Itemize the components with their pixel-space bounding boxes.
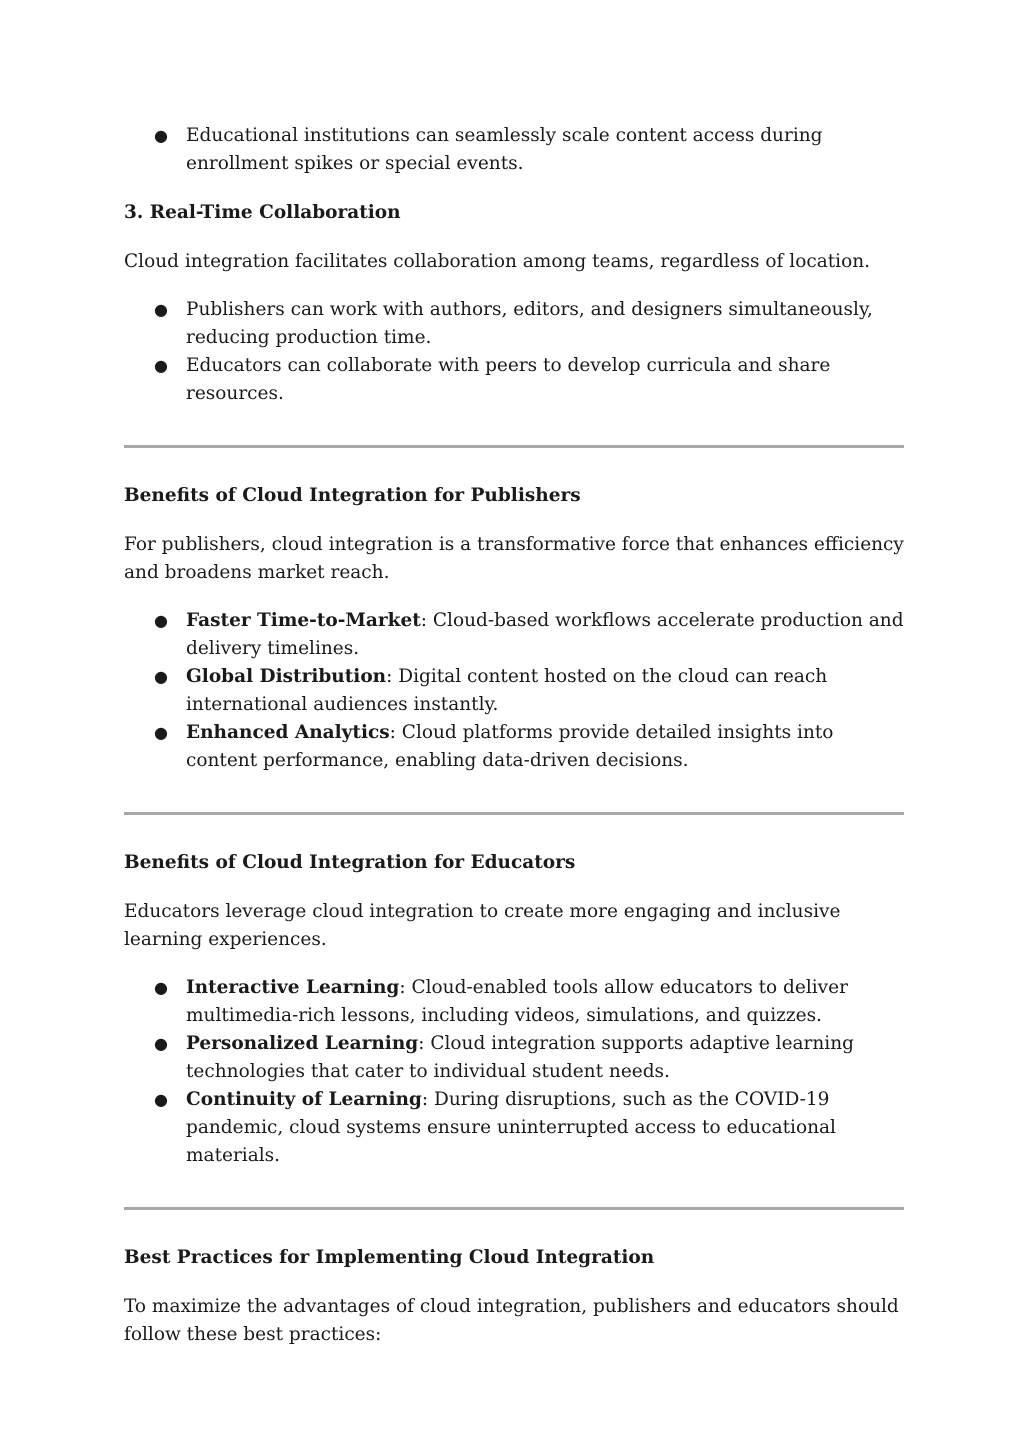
bullet-icon: ● <box>154 1034 168 1053</box>
list-item-term: Faster Time-to-Market <box>186 610 421 631</box>
bullet-icon: ● <box>154 667 168 686</box>
list-item-text: Educators can collaborate with peers to develop curricula and share resources. <box>186 355 831 404</box>
list-item <box>124 607 904 663</box>
section-heading-best-practices: Best Practices for Implementing Cloud Integration <box>124 1247 655 1268</box>
list-item-term: Personalized Learning <box>186 1033 419 1054</box>
list-item <box>124 663 904 719</box>
list-item-text: : Cloud platforms provide detailed insights into content performance, enabling data-driven decisions. <box>186 722 834 771</box>
best-practices-paragraph: To maximize the advantages of cloud integration, publishers and educators should follow these best practices: <box>124 1296 899 1345</box>
bullet-icon: ● <box>154 126 168 145</box>
list-item-text: : Cloud integration supports adaptive learning technologies that cater to individual student needs. <box>186 1033 854 1082</box>
bullet-icon: ● <box>154 723 168 742</box>
bullet-icon: ● <box>154 356 168 375</box>
publishers-paragraph: For publishers, cloud integration is a transformative force that enhances efficiency and broadens market reach. <box>124 534 904 583</box>
bullet-icon: ● <box>154 1090 168 1109</box>
bullet-icon: ● <box>154 978 168 997</box>
list-item <box>124 296 904 352</box>
section-heading-collaboration: 3. Real-Time Collaboration <box>124 202 401 223</box>
bullet-icon: ● <box>154 611 168 630</box>
list-item <box>124 974 904 1030</box>
list-item-term: Enhanced Analytics <box>186 722 390 743</box>
list-item-text: : Digital content hosted on the cloud can reach international audiences instantly. <box>186 666 828 715</box>
list-item <box>124 1030 904 1086</box>
list-item-term: Global Distribution <box>186 666 387 687</box>
list-item-term: Interactive Learning <box>186 977 400 998</box>
list-item-text: Publishers can work with authors, editors, and designers simultaneously, reducing production time. <box>186 299 873 348</box>
section-heading-publishers: Benefits of Cloud Integration for Publishers <box>124 485 581 506</box>
bullet-icon: ● <box>154 300 168 319</box>
list-item-text: : Cloud-based workflows accelerate production and delivery timelines. <box>186 610 904 659</box>
list-item-term: Continuity of Learning <box>186 1089 422 1110</box>
section-heading-educators: Benefits of Cloud Integration for Educators <box>124 852 576 873</box>
collaboration-bullet-list <box>124 296 904 408</box>
list-item-text: Educational institutions can seamlessly scale content access during enrollment spikes or special events. <box>186 125 823 174</box>
list-item <box>124 719 904 775</box>
list-item-text: : During disruptions, such as the COVID-19 pandemic, cloud systems ensure uninterrupted access to educational materials. <box>186 1089 836 1166</box>
list-item <box>124 352 904 408</box>
list-item <box>124 1086 904 1170</box>
intro-bullet-list <box>124 122 904 178</box>
educators-paragraph: Educators leverage cloud integration to create more engaging and inclusive learning experiences. <box>124 901 841 950</box>
collaboration-paragraph: Cloud integration facilitates collaboration among teams, regardless of location. <box>124 251 871 272</box>
list-item <box>124 122 904 178</box>
list-item-text: : Cloud-enabled tools allow educators to deliver multimedia-rich lessons, including videos, simulations, and quizzes. <box>186 977 848 1026</box>
publishers-bullet-list <box>124 607 904 775</box>
document-page <box>124 122 904 1349</box>
educators-bullet-list <box>124 974 904 1170</box>
